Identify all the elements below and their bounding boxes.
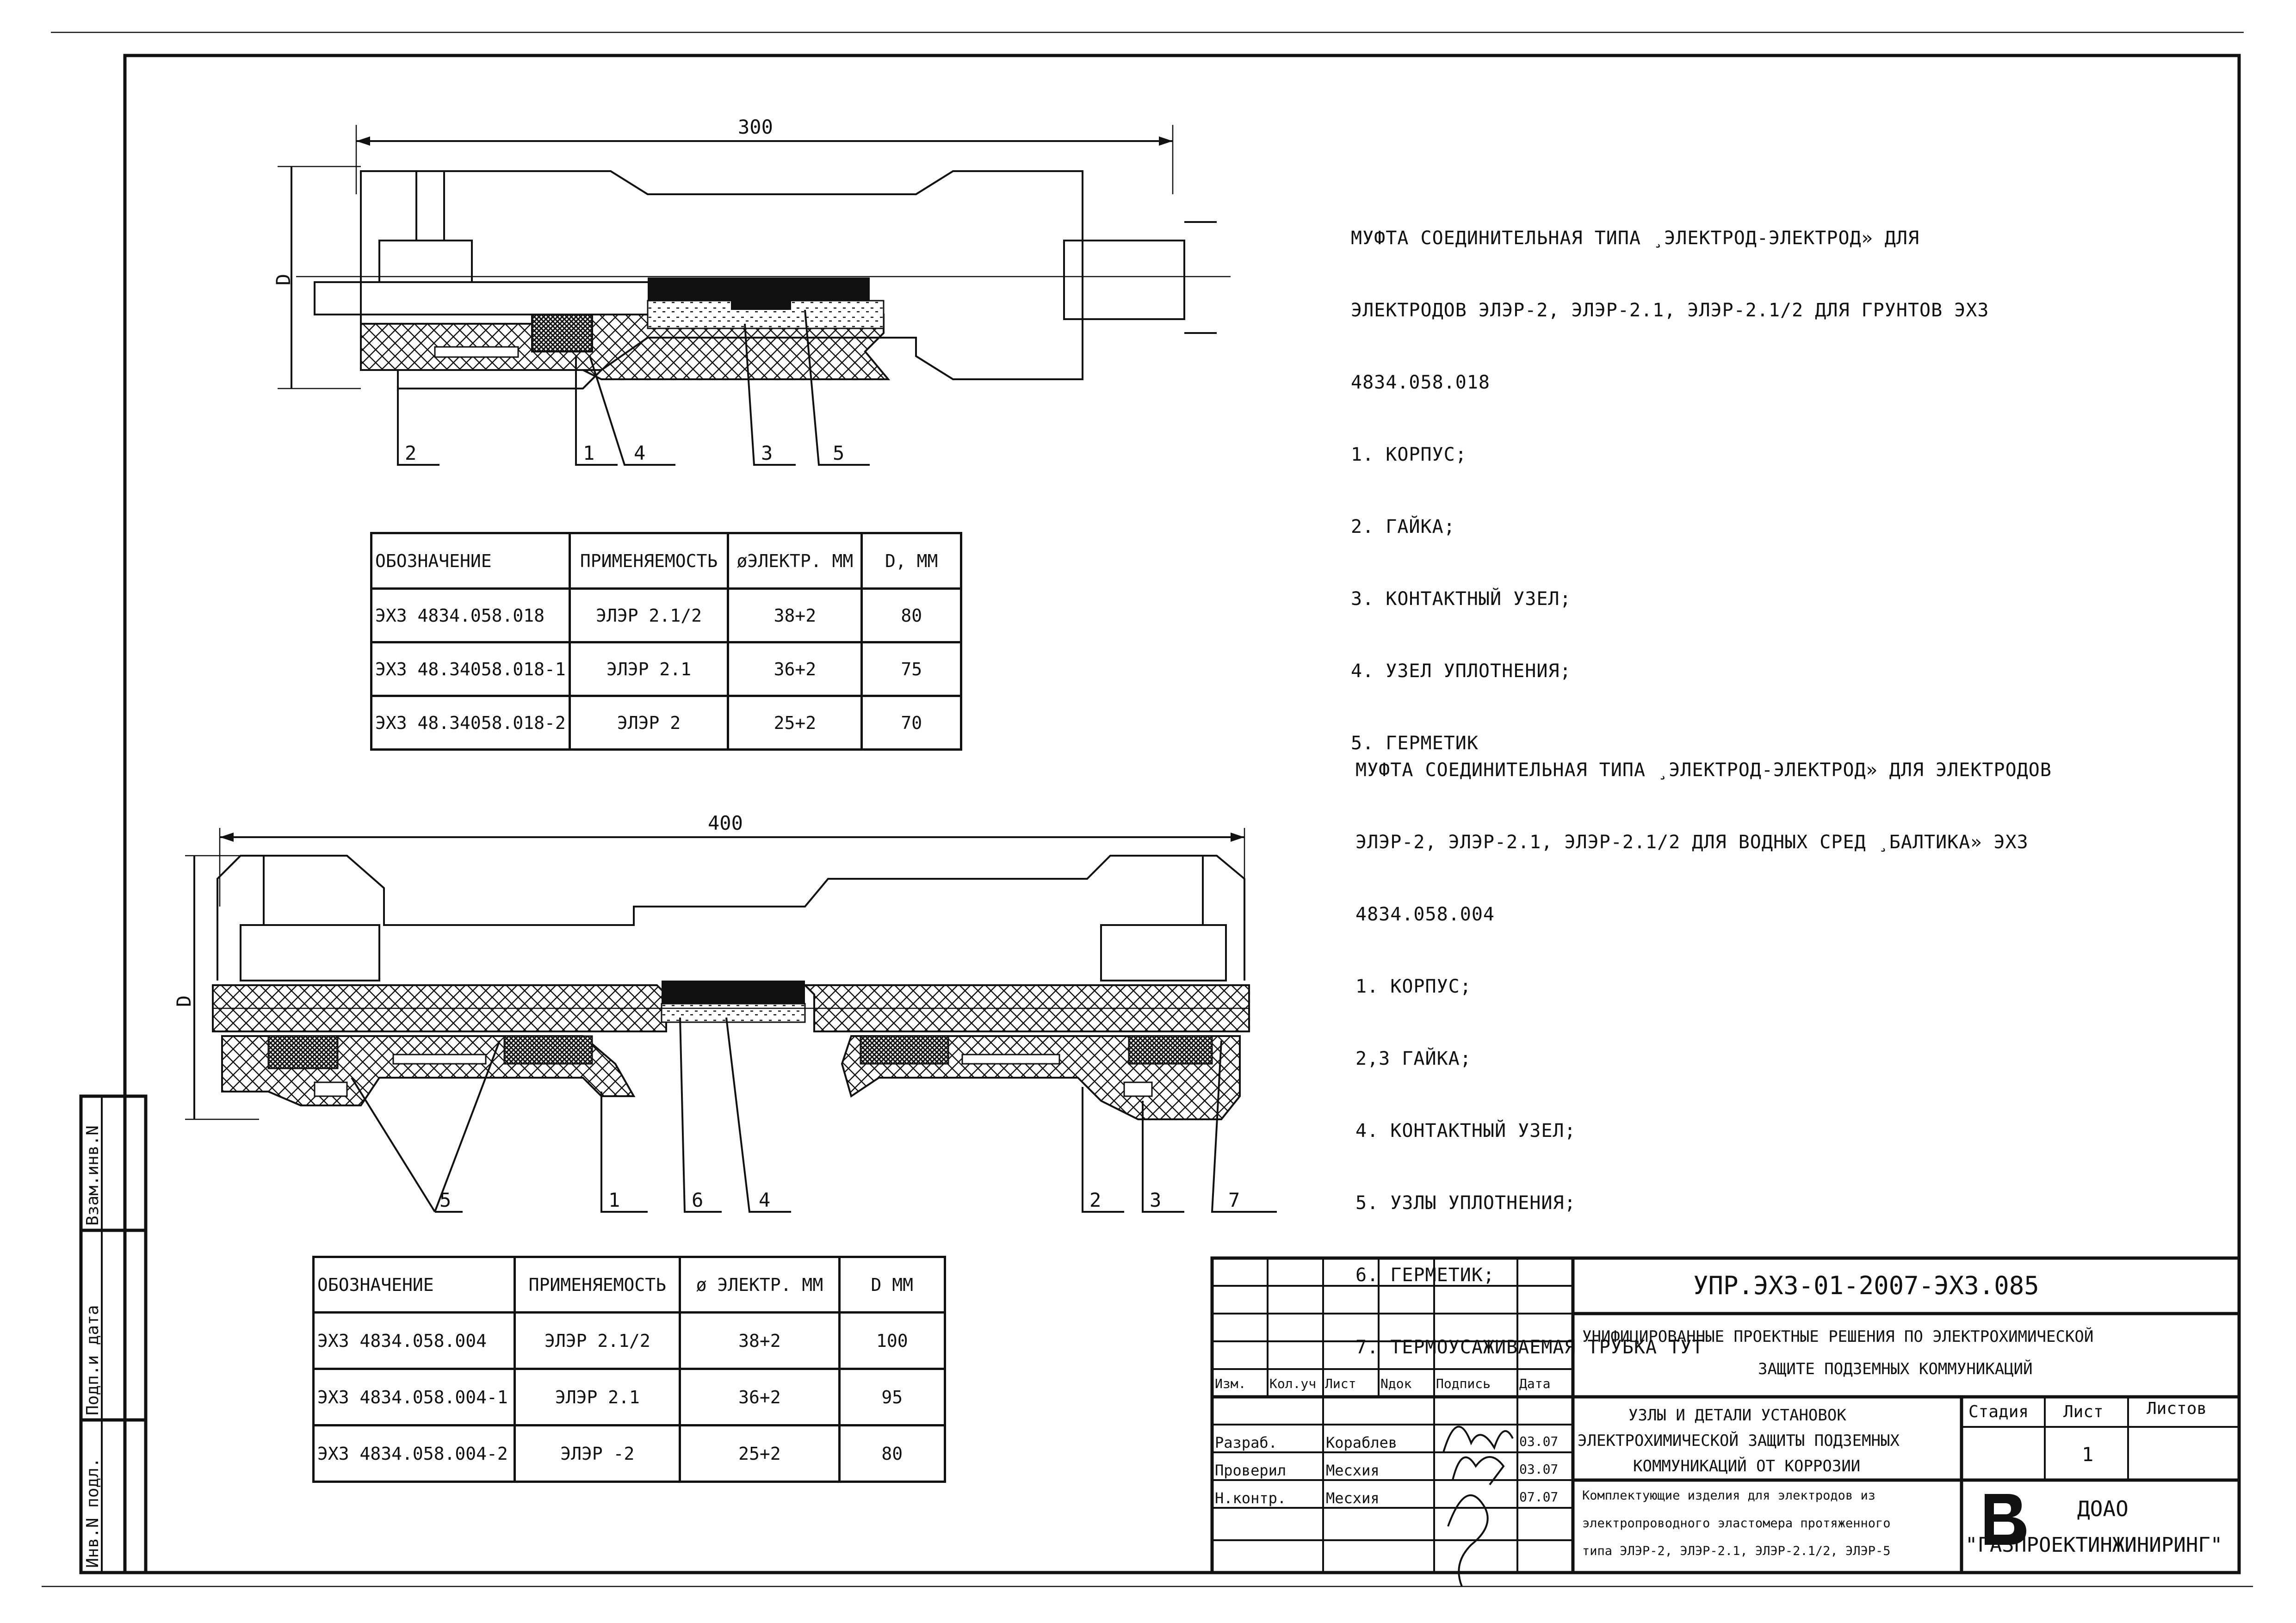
stage-label: Стадия xyxy=(1968,1402,2029,1421)
table-header-cell: ПРИМЕНЯЕМОСТЬ xyxy=(569,533,728,589)
table-row xyxy=(314,1369,945,1426)
sheets-label: Листов xyxy=(2147,1399,2207,1418)
table-header-cell: øЭЛЕКТР. ММ xyxy=(728,533,862,589)
table-cell: 80 xyxy=(839,1426,945,1482)
bottom-coupling-drawing xyxy=(185,828,1277,1212)
table-header-row xyxy=(314,1257,945,1313)
company-line2: "ГАЗПРОЕКТИНЖИНИРИНГ" xyxy=(1965,1533,2223,1557)
bottom-note-line: 5. УЗЛЫ УПЛОТНЕНИЯ; xyxy=(1355,1192,1576,1214)
top-spec-table xyxy=(370,532,962,751)
table-row xyxy=(371,696,961,750)
table-cell: ЭХЗ 48.34058.018-2 xyxy=(371,696,570,750)
top-callout-3: 3 xyxy=(761,442,773,464)
table-header-cell: D ММ xyxy=(839,1257,945,1313)
top-callout-4: 4 xyxy=(634,442,646,464)
table-header-row xyxy=(371,533,961,589)
bottom-note-line: 1. КОРПУС; xyxy=(1355,976,1472,997)
bottom-note-line: ЭЛЭР-2, ЭЛЭР-2.1, ЭЛЭР-2.1/2 ДЛЯ ВОДНЫХ СРЕД ¸БАЛТИКА» ЭХЗ xyxy=(1355,832,2029,853)
bottom-callout-1: 1 xyxy=(608,1189,620,1211)
table-header-cell: ПРИМЕНЯЕМОСТЬ xyxy=(515,1257,680,1313)
bottom-spec-table xyxy=(312,1256,946,1483)
table-cell: 38+2 xyxy=(680,1313,839,1369)
date-checker: 03.07 xyxy=(1519,1462,1559,1477)
top-note-line: ЭЛЕКТРОДОВ ЭЛЭР-2, ЭЛЭР-2.1, ЭЛЭР-2.1/2 ДЛЯ ГРУНТОВ ЭХЗ xyxy=(1351,300,1989,321)
table-cell: ЭХЗ 4834.058.018 xyxy=(371,589,570,642)
side-label-original-inv: Инв.N подл. xyxy=(83,1457,102,1568)
table-cell: 25+2 xyxy=(680,1426,839,1482)
top-note-line: 5. ГЕРМЕТИК xyxy=(1351,733,1479,754)
date-norm-control: 07.07 xyxy=(1519,1489,1559,1505)
role-developer: Разраб. xyxy=(1215,1434,1277,1451)
table-header-cell: ø ЭЛЕКТР. ММ xyxy=(680,1257,839,1313)
top-note-line: 3. КОНТАКТНЫЙ УЗЕЛ; xyxy=(1351,588,1572,610)
section-title-line2: ЭЛЕКТРОХИМИЧЕСКОЙ ЗАЩИТЫ ПОДЗЕМНЫХ xyxy=(1578,1432,1900,1450)
bottom-note-line: 2,3 ГАЙКА; xyxy=(1355,1048,1472,1069)
project-title-line1: УНИФИЦИРОВАННЫЕ ПРОЕКТНЫЕ РЕШЕНИЯ ПО ЭЛЕКТРОХИМИЧЕСКОЙ xyxy=(1582,1327,2094,1346)
table-row xyxy=(371,642,961,696)
name-norm-control: Месхия xyxy=(1326,1489,1380,1507)
company-line1: ДОАО xyxy=(2077,1496,2129,1521)
table-cell: 95 xyxy=(839,1369,945,1426)
name-developer: Кораблев xyxy=(1326,1434,1398,1451)
top-coupling-drawing xyxy=(278,125,1231,465)
role-checker: Проверил xyxy=(1215,1462,1287,1479)
top-callout-1: 1 xyxy=(583,442,595,464)
project-title-line2: ЗАЩИТЕ ПОДЗЕМНЫХ КОММУНИКАЦИЙ xyxy=(1758,1360,2033,1378)
section-title-line3: КОММУНИКАЦИЙ ОТ КОРРОЗИИ xyxy=(1633,1457,1861,1475)
bottom-note-line: 7. ТЕРМОУСАЖИВАЕМАЯ ТРУБКА ТУТ xyxy=(1355,1337,1704,1358)
table-cell: 70 xyxy=(862,696,961,750)
top-dim-length: 300 xyxy=(738,116,773,138)
top-note-line: 4834.058.018 xyxy=(1351,372,1490,393)
bottom-dim-d: D xyxy=(173,995,196,1007)
table-row xyxy=(371,589,961,642)
table-cell: 25+2 xyxy=(728,696,862,750)
table-cell: ЭЛЭР 2.1 xyxy=(569,642,728,696)
bottom-callout-3: 3 xyxy=(1150,1189,1162,1211)
table-cell: 75 xyxy=(862,642,961,696)
bottom-note-line: 4. КОНТАКТНЫЙ УЗЕЛ; xyxy=(1355,1120,1576,1142)
table-cell: ЭХЗ 4834.058.004-1 xyxy=(314,1369,515,1426)
table-cell: 100 xyxy=(839,1313,945,1369)
top-note-line: 4. УЗЕЛ УПЛОТНЕНИЯ; xyxy=(1351,660,1572,682)
top-callout-5: 5 xyxy=(833,442,845,464)
top-note-line: 2. ГАЙКА; xyxy=(1351,516,1455,537)
bottom-note-line: МУФТА СОЕДИНИТЕЛЬНАЯ ТИПА ¸ЭЛЕКТРОД-ЭЛЕКТРОД» ДЛЯ ЭЛЕКТРОДОВ xyxy=(1355,759,2052,781)
name-checker: Месхия xyxy=(1326,1462,1380,1479)
table-cell: ЭЛЭР 2 xyxy=(569,696,728,750)
col-header-change: Изм. xyxy=(1215,1376,1246,1391)
top-callout-2: 2 xyxy=(405,442,417,464)
top-notes xyxy=(1351,178,1989,779)
doc-code: УПР.ЭХЗ-01-2007-ЭХЗ.085 xyxy=(1693,1271,2039,1300)
table-header-cell: D, ММ xyxy=(862,533,961,589)
table-header-cell: ОБОЗНАЧЕНИЕ xyxy=(314,1257,515,1313)
bottom-callout-2: 2 xyxy=(1089,1189,1102,1211)
table-cell: ЭЛЭР 2.1 xyxy=(515,1369,680,1426)
bottom-callout-5: 5 xyxy=(439,1189,452,1211)
bottom-note-line: 6. ГЕРМЕТИК; xyxy=(1355,1265,1495,1286)
top-note-line: 1. КОРПУС; xyxy=(1351,444,1467,465)
table-cell: ЭЛЭР 2.1/2 xyxy=(569,589,728,642)
table-row xyxy=(314,1426,945,1482)
sheet-title-line1: Комплектующие изделия для электродов из xyxy=(1582,1488,1875,1503)
col-header-signature: Подпись xyxy=(1436,1376,1491,1391)
side-label-sign-date: Подп.и дата xyxy=(83,1305,102,1415)
sheet-title-line3: типа ЭЛЭР-2, ЭЛЭР-2.1, ЭЛЭР-2.1/2, ЭЛЭР-5 xyxy=(1582,1544,1891,1558)
bottom-callout-6: 6 xyxy=(692,1189,704,1211)
table-cell: ЭХЗ 48.34058.018-1 xyxy=(371,642,570,696)
table-cell: 80 xyxy=(862,589,961,642)
table-cell: ЭЛЭР 2.1/2 xyxy=(515,1313,680,1369)
signature-scribbles xyxy=(1443,1426,1513,1586)
bottom-dim-length: 400 xyxy=(708,812,743,834)
table-header-cell: ОБОЗНАЧЕНИЕ xyxy=(371,533,570,589)
sheet-number: 1 xyxy=(2082,1443,2094,1466)
col-header-qty: Кол.уч xyxy=(1269,1376,1317,1391)
side-label-replace-inv: Взам.инв.N xyxy=(83,1125,102,1226)
col-header-docnum: Nдок xyxy=(1380,1376,1412,1391)
table-cell: ЭЛЭР -2 xyxy=(515,1426,680,1482)
bottom-callout-4: 4 xyxy=(759,1189,771,1211)
table-row xyxy=(314,1313,945,1369)
top-dim-d: D xyxy=(272,273,295,286)
top-note-line: МУФТА СОЕДИНИТЕЛЬНАЯ ТИПА ¸ЭЛЕКТРОД-ЭЛЕКТРОД» ДЛЯ xyxy=(1351,228,1920,249)
bottom-callout-7: 7 xyxy=(1228,1189,1240,1211)
bottom-note-line: 4834.058.004 xyxy=(1355,904,1495,925)
table-cell: 36+2 xyxy=(728,642,862,696)
sheet-title-line2: электропроводного эластомера протяженного xyxy=(1582,1516,1891,1530)
col-header-sheet: Лист xyxy=(1325,1376,1356,1391)
col-header-date: Дата xyxy=(1519,1376,1551,1391)
table-cell: 38+2 xyxy=(728,589,862,642)
role-norm-control: Н.контр. xyxy=(1215,1489,1287,1507)
table-cell: 36+2 xyxy=(680,1369,839,1426)
date-developer: 03.07 xyxy=(1519,1434,1559,1449)
table-cell: ЭХЗ 4834.058.004 xyxy=(314,1313,515,1369)
table-cell: ЭХЗ 4834.058.004-2 xyxy=(314,1426,515,1482)
sheet-label: Лист xyxy=(2063,1402,2104,1421)
section-title-line1: УЗЛЫ И ДЕТАЛИ УСТАНОВОК xyxy=(1628,1406,1846,1425)
